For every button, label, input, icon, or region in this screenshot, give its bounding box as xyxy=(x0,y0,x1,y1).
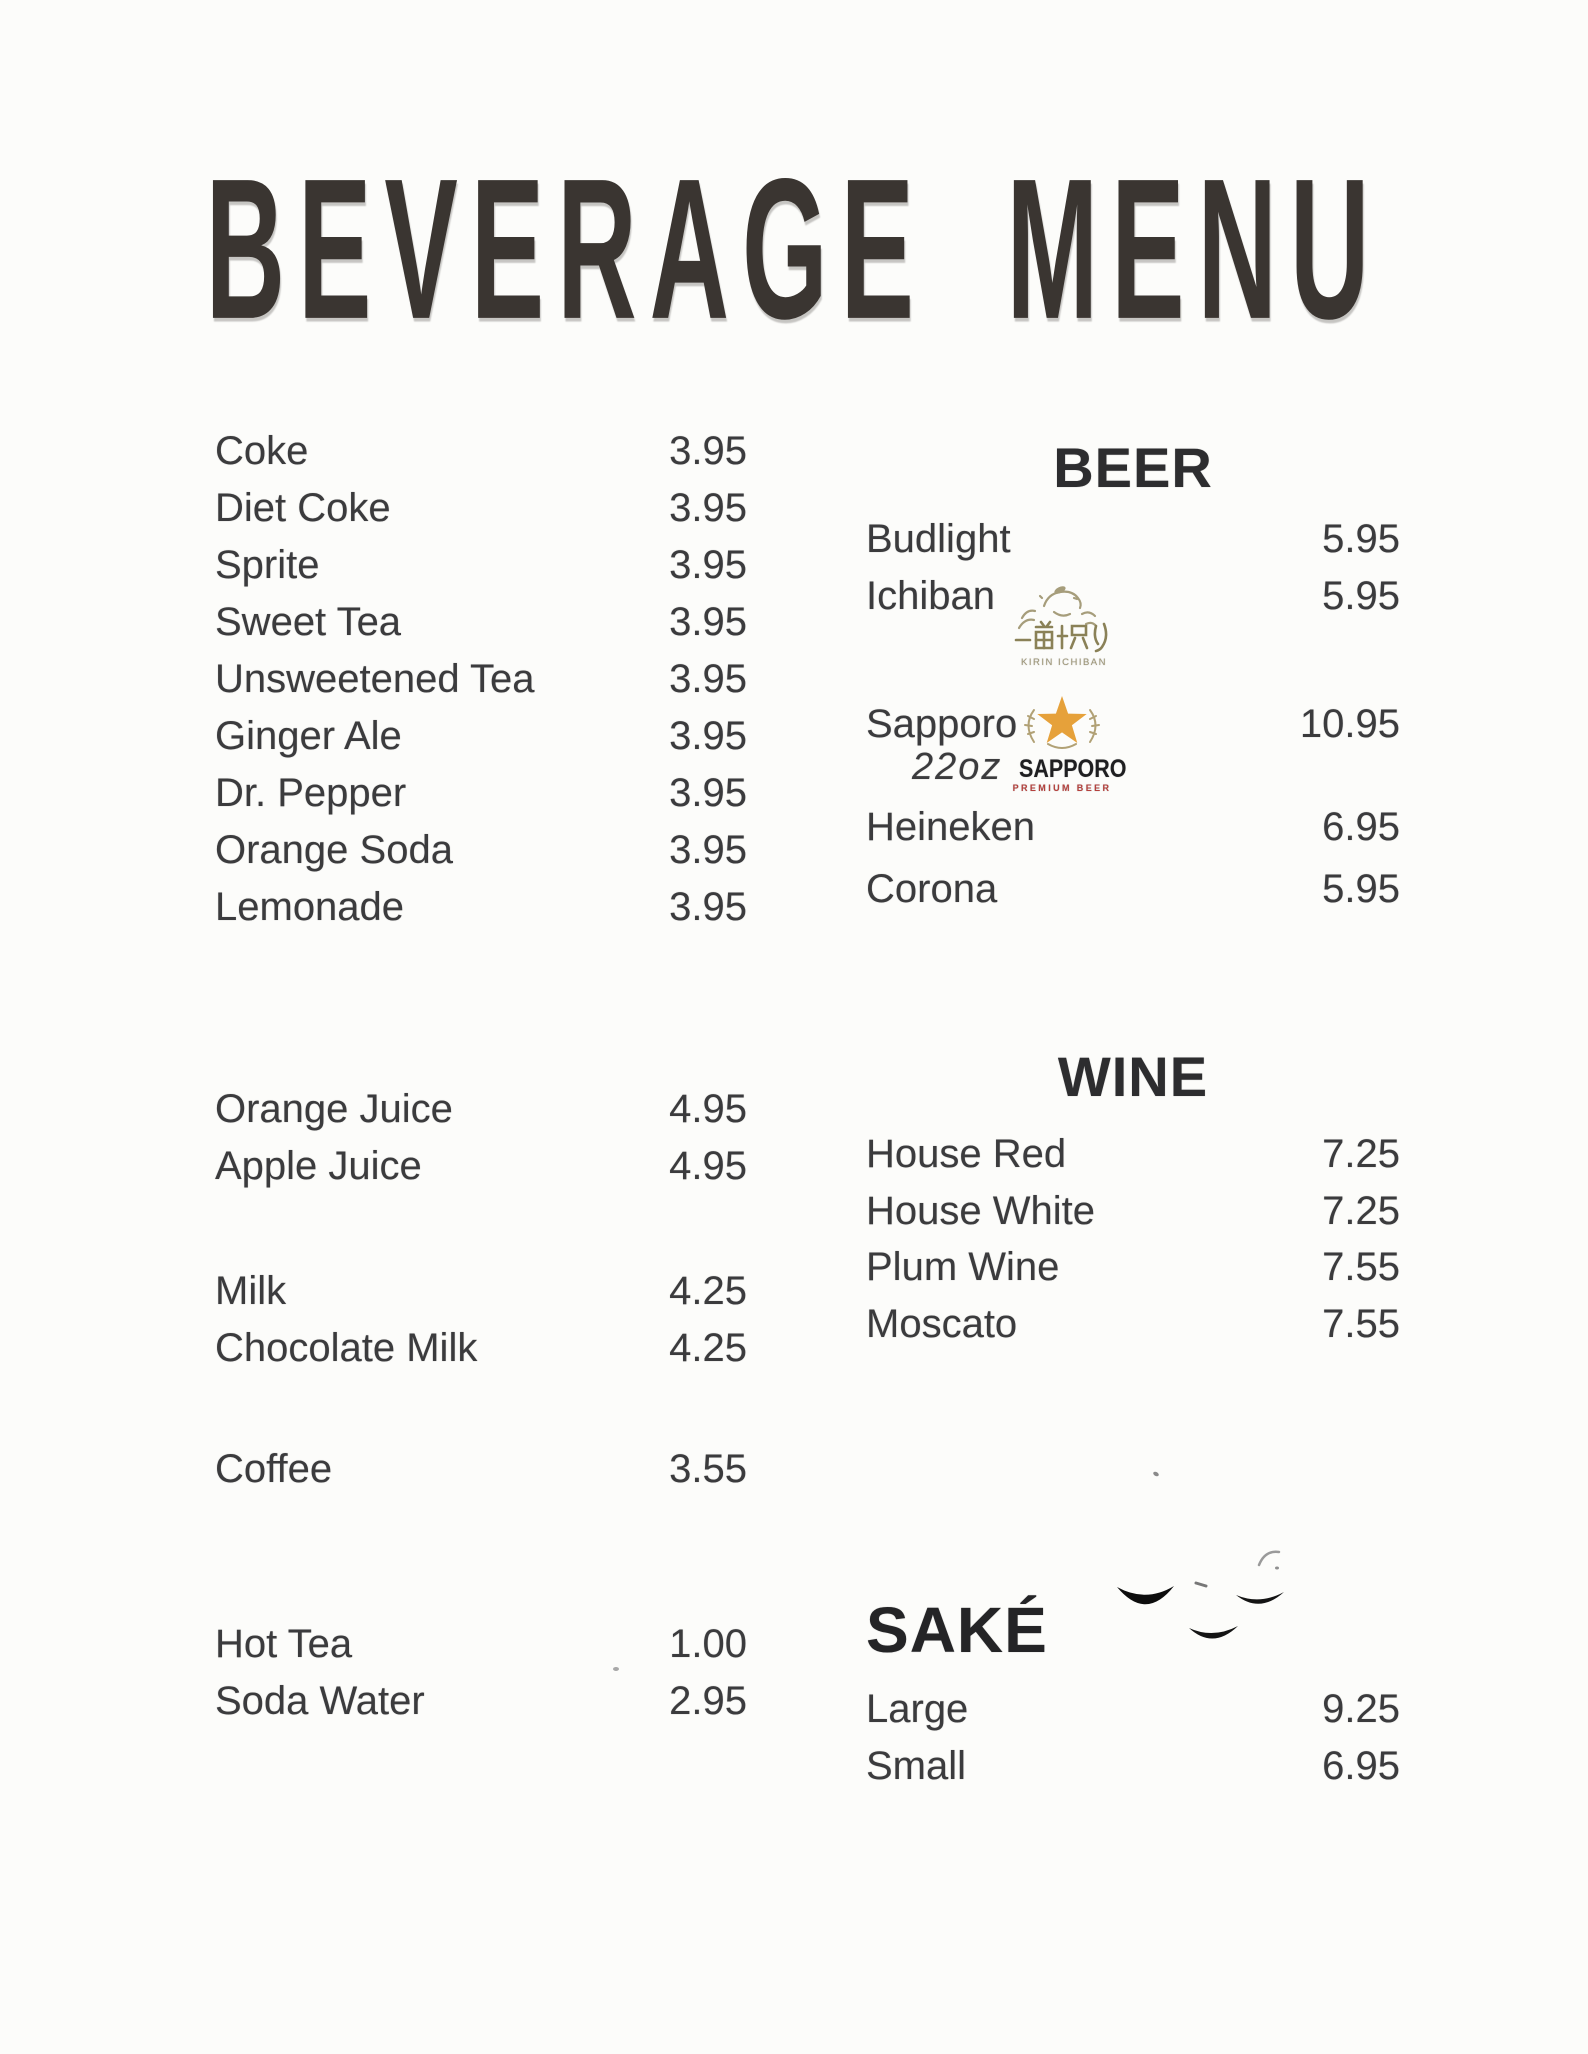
ink-smudge xyxy=(1189,1626,1238,1639)
menu-row xyxy=(866,1296,1400,1353)
item-price: 7.25 xyxy=(1322,1189,1400,1233)
item-price: 1.00 xyxy=(669,1622,747,1666)
item-price: 6.95 xyxy=(1322,1744,1400,1788)
kirin-ichiban-logo xyxy=(1014,584,1114,668)
menu-row xyxy=(866,861,1400,918)
item-name: Plum Wine xyxy=(866,1245,1060,1289)
kirin-ichiban-kanji xyxy=(1014,584,1114,654)
item-price: 5.95 xyxy=(1322,867,1400,911)
menu-row xyxy=(866,696,1400,753)
item-name: Ichiban xyxy=(866,574,995,618)
menu-row xyxy=(866,1183,1400,1240)
menu-row xyxy=(215,480,747,537)
menu-row xyxy=(215,651,747,708)
item-name: Coke xyxy=(215,429,309,473)
sapporo-premium-beer-label: PREMIUM BEER xyxy=(1012,783,1112,793)
item-price: 3.95 xyxy=(669,714,747,758)
item-name: Corona xyxy=(866,867,998,911)
item-name: Moscato xyxy=(866,1302,1018,1346)
item-name: Budlight xyxy=(866,517,1011,561)
sapporo-logo xyxy=(1012,694,1127,793)
item-price: 3.95 xyxy=(669,600,747,644)
item-name: Heineken xyxy=(866,805,1036,849)
item-name: Hot Tea xyxy=(215,1622,353,1666)
dairy-list xyxy=(215,1263,747,1377)
page-title: BEVERAGE MENU xyxy=(205,137,1383,362)
beer-section-header: BEER xyxy=(1053,436,1213,499)
item-name: Sapporo xyxy=(866,702,1018,746)
item-price: 5.95 xyxy=(1322,574,1400,618)
item-name: Dr. Pepper xyxy=(215,771,407,815)
item-name: Small xyxy=(866,1744,967,1788)
item-price: 4.95 xyxy=(669,1144,747,1188)
item-name: Large xyxy=(866,1687,969,1731)
menu-row xyxy=(866,511,1400,568)
item-price: 4.25 xyxy=(669,1326,747,1370)
item-price: 3.95 xyxy=(669,828,747,872)
wine-section-header: WINE xyxy=(1057,1045,1209,1108)
ink-speck xyxy=(1152,1471,1159,1477)
item-price: 3.95 xyxy=(669,429,747,473)
item-name: Apple Juice xyxy=(215,1144,422,1188)
menu-row xyxy=(215,765,747,822)
menu-row xyxy=(215,1320,747,1377)
item-price: 7.55 xyxy=(1322,1302,1400,1346)
ink-smudge xyxy=(1259,1552,1279,1565)
menu-row xyxy=(215,423,747,480)
ink-speck xyxy=(1275,1567,1279,1570)
menu-row xyxy=(215,594,747,651)
menu-row xyxy=(866,1738,1400,1795)
item-price: 3.95 xyxy=(669,657,747,701)
item-price: 9.25 xyxy=(1322,1687,1400,1731)
menu-row xyxy=(215,1673,747,1730)
item-name: Orange Soda xyxy=(215,828,453,872)
item-price: 10.95 xyxy=(1299,702,1400,746)
item-name: Chocolate Milk xyxy=(215,1326,478,1370)
menu-row xyxy=(866,568,1400,625)
menu-row xyxy=(215,822,747,879)
ink-smudge xyxy=(1236,1592,1284,1604)
menu-row xyxy=(215,708,747,765)
sapporo-star-icon xyxy=(1014,694,1110,752)
menu-row xyxy=(215,1081,747,1138)
item-name: House White xyxy=(866,1189,1095,1233)
item-name: Soda Water xyxy=(215,1679,425,1723)
item-price: 3.95 xyxy=(669,885,747,929)
item-price: 3.95 xyxy=(669,771,747,815)
item-name: Ginger Ale xyxy=(215,714,402,758)
menu-row xyxy=(866,1126,1400,1183)
item-name: Coffee xyxy=(215,1447,333,1491)
item-name: Unsweetened Tea xyxy=(215,657,535,701)
basics-list xyxy=(215,1616,747,1730)
ink-smudge xyxy=(1196,1583,1206,1586)
menu-row xyxy=(866,799,1400,856)
menu-row xyxy=(215,1263,747,1320)
sapporo-size-note: 22oz xyxy=(912,746,1003,788)
menu-row xyxy=(215,1441,747,1498)
item-price: 7.25 xyxy=(1322,1132,1400,1176)
item-price: 3.55 xyxy=(669,1447,747,1491)
item-name: Diet Coke xyxy=(215,486,391,530)
ink-smudge xyxy=(1117,1586,1174,1604)
coffee-list xyxy=(215,1441,747,1498)
item-price: 3.95 xyxy=(669,486,747,530)
item-price: 7.55 xyxy=(1322,1245,1400,1289)
item-price: 3.95 xyxy=(669,543,747,587)
item-price: 4.95 xyxy=(669,1087,747,1131)
item-name: Sweet Tea xyxy=(215,600,402,644)
item-name: Sprite xyxy=(215,543,320,587)
item-name: Orange Juice xyxy=(215,1087,453,1131)
item-price: 2.95 xyxy=(669,1679,747,1723)
menu-row xyxy=(215,1138,747,1195)
item-price: 6.95 xyxy=(1322,805,1400,849)
sake-section-header: SAKÉ xyxy=(866,1594,1048,1666)
menu-row xyxy=(866,1681,1400,1738)
item-name: Milk xyxy=(215,1269,287,1313)
item-price: 4.25 xyxy=(669,1269,747,1313)
menu-row xyxy=(215,1616,747,1673)
item-name: Lemonade xyxy=(215,885,405,929)
sapporo-wordmark: SAPPORO xyxy=(1019,755,1127,783)
kirin-ichiban-subtext: KIRIN ICHIBAN xyxy=(1020,657,1107,668)
item-name: House Red xyxy=(866,1132,1067,1176)
soda-list xyxy=(215,423,747,936)
juice-list xyxy=(215,1081,747,1195)
menu-row xyxy=(866,1239,1400,1296)
item-price: 5.95 xyxy=(1322,517,1400,561)
menu-row xyxy=(215,537,747,594)
menu-row xyxy=(215,879,747,936)
